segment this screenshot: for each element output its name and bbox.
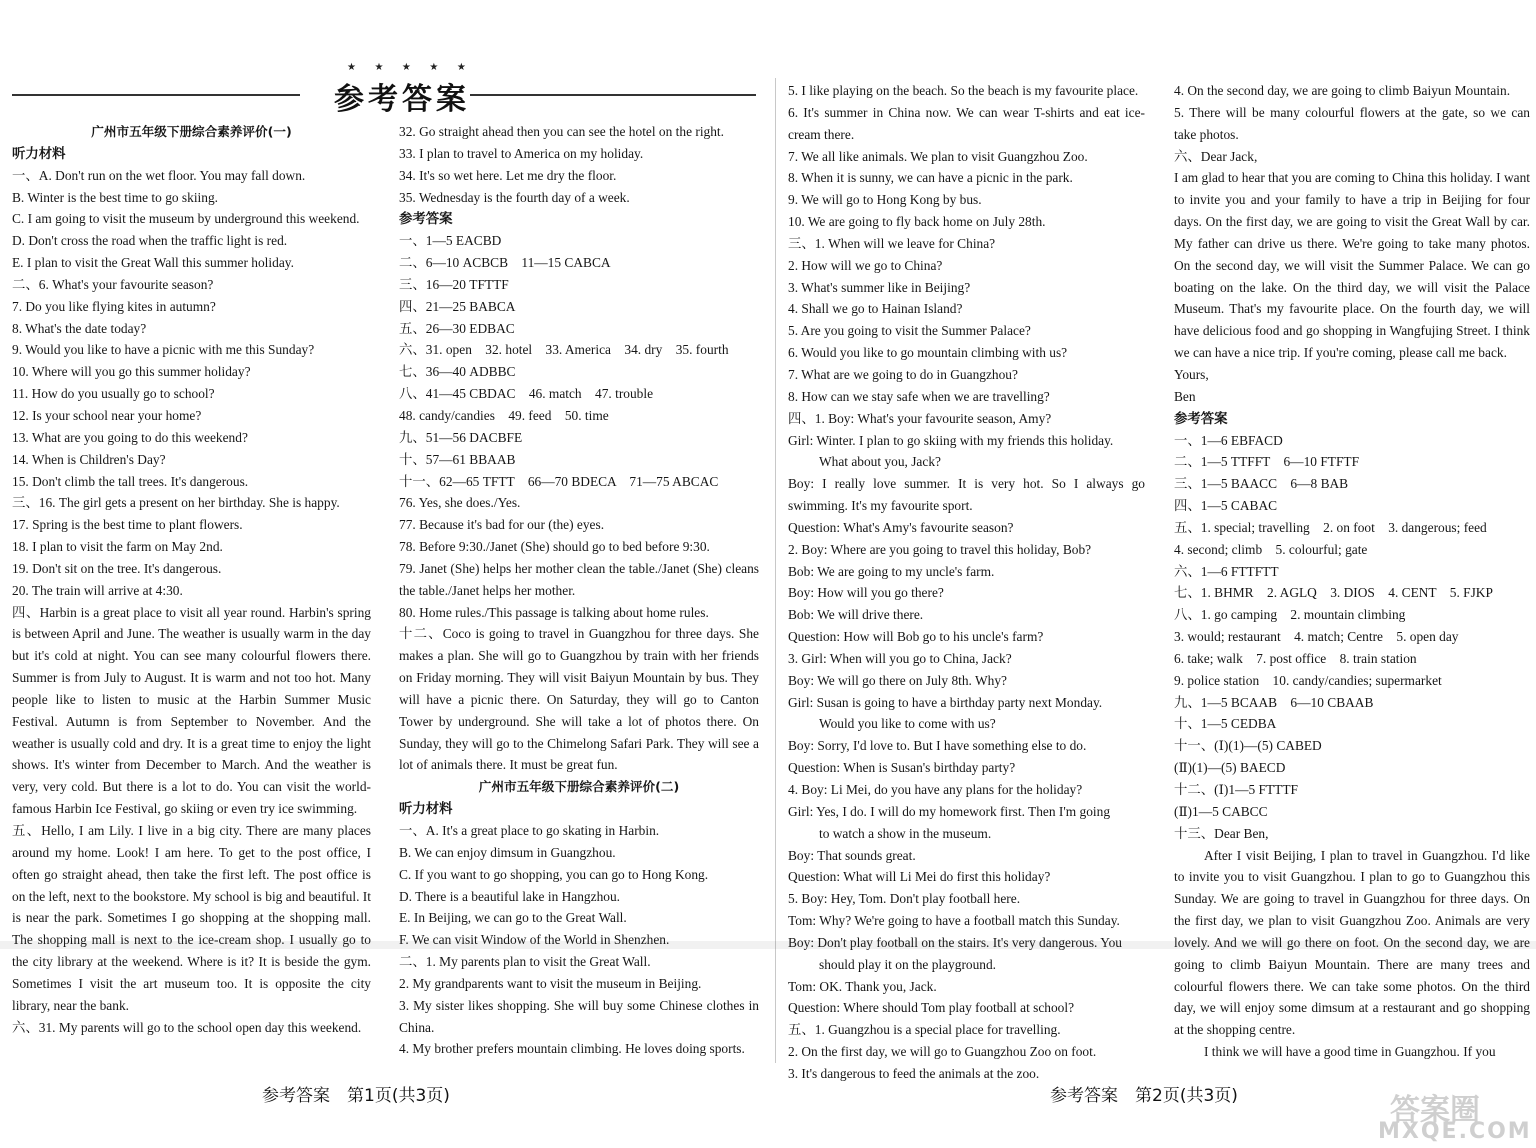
watermark-url: MXQE.COM xyxy=(1378,1119,1532,1144)
text-line: 9. We will go to Hong Kong by bus. xyxy=(788,192,982,208)
text-line: 8. What's the date today? xyxy=(12,320,147,336)
text-line: 九、51—56 DACBFE xyxy=(399,429,523,445)
footer-left: 参考答案 第1页(共3页) xyxy=(262,1086,450,1106)
text-line: 7. Do you like flying kites in autumn? xyxy=(12,298,216,314)
text-line: Question: When is Susan's birthday party? xyxy=(788,760,1016,776)
text-line: Tom: OK. Thank you, Jack. xyxy=(788,978,937,994)
text-line: 六、Dear Jack, xyxy=(1174,148,1258,164)
text-line: Girl: Susan is going to have a birthday party next Monday. xyxy=(788,694,1103,710)
text-line: Boy: How will you go there? xyxy=(788,585,944,601)
text-line: 十二、Coco is going to travel in Guangzhou for three days. She makes a plan. She will go to Guangzhou by train with her friends on Friday morning. They will visit Baiyun Mountain by bus. They will have a picnic there. On Saturday, they will go to Canton Tower by underground. She will take a lot of photos there. On Sunday, they will go to the Chimelong Safari Park. They will see a lot of animals there. It must be great fun. xyxy=(399,626,759,773)
text-line: Bob: We are going to my uncle's farm. xyxy=(788,563,995,579)
text-line: 五、1. Guangzhou is a special place for travelling. xyxy=(788,1022,1061,1038)
text-line: Boy: I really love summer. It is very hot. So I always go swimming. It's my favourite sport. xyxy=(788,476,1145,514)
text-line: 五、Hello, I am Lily. I live in a big city. There are many places around my home. Look! I am here. To get to the post office, I often go straight ahead, then take the first left. The post office is on the left, next to the bookstore. My school is big and beautiful. It is near the park. Sometimes I go shopping at the shopping mall. The shopping mall is next to the ice-cream shop. I usually go to the city library at the weekend. Where is it? It is beside the gym. Sometimes I visit the art museum too. It is opposite the city library, near the bank. xyxy=(12,823,371,1013)
text-line: 三、16. The girl gets a present on her birthday. She is happy. xyxy=(12,495,340,511)
text-line: Boy: That sounds great. xyxy=(788,847,916,863)
text-line: 六、1—6 FTTFTT xyxy=(1174,563,1279,579)
text-line: 15. Don't climb the tall trees. It's dangerous. xyxy=(12,473,249,489)
text-line: 13. What are you going to do this weekend? xyxy=(12,429,248,445)
text-line: 4. Boy: Li Mei, do you have any plans for the holiday? xyxy=(788,782,1083,797)
text-line: 77. Because it's bad for our (the) eyes. xyxy=(399,517,605,533)
text-line: 5. Boy: Hey, Tom. Don't play football here. xyxy=(788,891,1021,907)
watermark xyxy=(1350,1085,1530,1145)
text-line: Boy: Sorry, I'd love to. But I have something else to do. xyxy=(788,738,1087,754)
text-line: 6. Would you like to go mountain climbing with us? xyxy=(788,345,1068,361)
text-line: 十一、(Ⅰ)(1)—(5) CABED xyxy=(1174,738,1322,754)
header xyxy=(12,60,756,116)
text-line: 17. Spring is the best time to plant flowers. xyxy=(12,517,243,533)
text-line: 11. How do you usually go to school? xyxy=(12,386,215,402)
text-line: 8. How can we stay safe when we are travelling? xyxy=(788,388,1050,404)
text-line: Boy: We will go there on July 8th. Why? xyxy=(788,672,1007,688)
page-divider xyxy=(775,78,776,1063)
text-line: Boy: Don't play football on the stairs. It's very dangerous. You xyxy=(788,934,1122,950)
text-line: 5. Are you going to visit the Summer Palace? xyxy=(788,323,1031,339)
text-line: 19. Don't sit on the tree. It's dangerous. xyxy=(12,560,222,576)
text-line: 34. It's so wet here. Let me dry the floor. xyxy=(399,167,617,183)
text-line: Question: What's Amy's favourite season? xyxy=(788,519,1014,535)
text-line: 七、1. BHMR 2. AGLQ 3. DIOS 4. CENT 5. FJKP xyxy=(1174,585,1493,601)
text-line: Question: What will Li Mei do first this holiday? xyxy=(788,869,1051,885)
text-line: 10. We are going to fly back home on July 28th. xyxy=(788,214,1046,230)
text-line: 4. Shall we go to Hainan Island? xyxy=(788,301,963,317)
text-line: 一、1—6 EBFACD xyxy=(1174,432,1283,448)
text-line: 14. When is Children's Day? xyxy=(12,451,166,467)
text-line: 三、16—20 TFTTF xyxy=(399,276,509,292)
text-line: 12. Is your school near your home? xyxy=(12,407,202,423)
title-rule-left xyxy=(12,94,300,96)
text-line: 一、1—5 EACBD xyxy=(399,233,502,249)
text-line: B. Winter is the best time to go skiing. xyxy=(12,189,219,205)
text-line: 2. How will we go to China? xyxy=(788,257,943,273)
text-line: Would you like to come with us? xyxy=(819,716,996,732)
text-line: should play it on the playground. xyxy=(819,956,997,972)
text-line: 2. On the first day, we will go to Guangzhou Zoo on foot. xyxy=(788,1044,1097,1060)
text-line: E. In Beijing, we can go to the Great Wall. xyxy=(399,910,627,926)
text-line: 十三、Dear Ben, xyxy=(1174,825,1269,841)
text-line: 48. candy/candies 49. feed 50. time xyxy=(399,407,609,423)
title-rule-right xyxy=(470,94,756,96)
column-2 xyxy=(399,121,759,1065)
text-line: 十、1—5 CEDBA xyxy=(1174,716,1277,732)
text-line: 六、31. open 32. hotel 33. America 34. dry 35. fourth xyxy=(399,342,729,358)
text-line: 3. What's summer like in Beijing? xyxy=(788,279,971,295)
text-line: 一、A. Don't run on the wet floor. You may fall down. xyxy=(12,167,306,183)
text-line: 二、6. What's your favourite season? xyxy=(12,276,214,292)
text-line: 5. There will be many colourful flowers at the gate, so we can take photos. xyxy=(1174,104,1530,142)
text-line: I am glad to hear that you are coming to China this holiday. I want to invite you and your family to have a trip in Beijing for four days. On the first day, we are going to visit the Great Wall by car. My father can drive us there. We're going to take many photos. On the second day, we will visit the Summer Palace. We can go boating on the lake. On the third day, we will visit the Palace Museum. That's my favourite place. On the fourth day, we will have delicious food and go shopping in Wangfujing Street. I think we can have a nice trip. If you're coming, please call me back. xyxy=(1174,170,1530,361)
text-line: 五、1. special; travelling 2. on foot 3. dangerous; feed xyxy=(1174,519,1487,535)
footer-right: 参考答案 第2页(共3页) xyxy=(1050,1086,1238,1106)
text-line: 76. Yes, she does./Yes. xyxy=(399,495,521,511)
text-line: 四、1—5 CABAC xyxy=(1174,498,1278,514)
text-line: 3. would; restaurant 4. match; Centre 5. open day xyxy=(1174,629,1459,645)
text-line: 四、1. Boy: What's your favourite season, Amy? xyxy=(788,410,1052,426)
text-line: 10. Where will you go this summer holiday? xyxy=(12,364,251,380)
text-line: F. We can visit Window of the World in Shenzhen. xyxy=(399,932,670,948)
text-line: B. We can enjoy dimsum in Guangzhou. xyxy=(399,844,616,860)
text-line: E. I plan to visit the Great Wall this summer holiday. xyxy=(12,255,294,271)
text-line: 32. Go straight ahead then you can see the hotel on the right. xyxy=(399,124,725,139)
text-line: 参考答案 xyxy=(1174,410,1228,426)
text-line: 四、Harbin is a great place to visit all year round. Harbin's spring is between April and June. The weather is usually warm in the day but it's cold at night. You can see many colourful flowers there. Summer is from July to August. It is warm and not too hot. Many people like to listen to music at the Harbin Summer Music Festival. Autumn is from September to November. And the weather is usually cold and dry. It is a great time to enjoy the light shows. It's winter from December to March. And the weather is very, very cold. But there is a lot to do. You can visit the world-famous Harbin Ice Festival, go skiing or even try ice swimming. xyxy=(12,604,371,817)
text-line: 二、1—5 TTFFT 6—10 FTFTF xyxy=(1174,454,1360,470)
text-line: 79. Janet (She) helps her mother clean the table./Janet (She) cleans the table./Janet helps her mother. xyxy=(399,560,759,598)
text-line: 七、36—40 ADBBC xyxy=(399,364,516,380)
text-line: 广州市五年级下册综合素养评价(一) xyxy=(91,124,292,139)
text-line: 九、1—5 BCAAB 6—10 CBAAB xyxy=(1174,694,1374,710)
text-line: 六、31. My parents will go to the school open day this weekend. xyxy=(12,1019,362,1035)
text-line: 四、21—25 BABCA xyxy=(399,298,516,314)
text-line: 十二、(Ⅰ)1—5 FTTTF xyxy=(1174,782,1298,797)
text-line: 5. I like playing on the beach. So the beach is my favourite place. xyxy=(788,83,1139,98)
text-line: 7. We all like animals. We plan to visit Guangzhou Zoo. xyxy=(788,148,1088,164)
text-line: 听力材料 xyxy=(12,145,66,161)
text-line: 20. The train will arrive at 4:30. xyxy=(12,582,183,598)
text-line: 2. Boy: Where are you going to travel this holiday, Bob? xyxy=(788,541,1092,557)
text-line: 二、1. My parents plan to visit the Great Wall. xyxy=(399,954,651,970)
text-line: Girl: Yes, I do. I will do my homework first. Then I'm going xyxy=(788,803,1111,819)
text-line: 3. It's dangerous to feed the animals at the zoo. xyxy=(788,1065,1040,1081)
text-line: D. There is a beautiful lake in Hangzhou. xyxy=(399,888,620,904)
text-line: 三、1. When will we leave for China? xyxy=(788,235,996,251)
text-line: 9. police station 10. candy/candies; supermarket xyxy=(1174,672,1442,688)
text-line: 参考答案 xyxy=(399,211,453,227)
text-line: I think we will have a good time in Guangzhou. If you xyxy=(1204,1044,1496,1060)
text-line: D. Don't cross the road when the traffic light is red. xyxy=(12,233,288,249)
text-line: 3. Girl: When will you go to China, Jack? xyxy=(788,650,1012,666)
text-line: 五、26—30 EDBAC xyxy=(399,320,515,336)
text-line: 80. Home rules./This passage is talking about home rules. xyxy=(399,604,709,620)
text-line: 2. My grandparents want to visit the museum in Beijing. xyxy=(399,975,702,991)
column-4 xyxy=(1174,80,1530,1065)
text-line: 7. What are we going to do in Guangzhou? xyxy=(788,366,1018,382)
text-line: 八、41—45 CBDAC 46. match 47. trouble xyxy=(399,386,654,402)
text-line: Girl: Winter. I plan to go skiing with my friends this holiday. xyxy=(788,432,1114,448)
text-line: Question: How will Bob go to his uncle's farm? xyxy=(788,629,1044,645)
scan-artifact xyxy=(0,941,1536,949)
text-line: Bob: We will drive there. xyxy=(788,607,924,623)
text-line: 听力材料 xyxy=(399,801,453,817)
text-line: After I visit Beijing, I plan to travel in Guangzhou. I'd like to invite you to visit Guangzhou. I plan to go to Guangzhou this Sunday. We are going to travel in Guangzhou for three days. On the first day, we plan to visit Guangzhou Zoo. Animals are very lovely. And we will go there on foot. On the second day, we are going to climb Baiyun Mountain. There are many trees and colourful flowers there. We can take some photos. On the third day, we will enjoy some dimsum at a restaurant and go shopping at the shopping centre. xyxy=(1174,847,1530,1038)
watermark-text: 答案圈 xyxy=(1390,1093,1480,1128)
text-line: 8. When it is sunny, we can have a picnic in the park. xyxy=(788,170,1073,186)
text-line: 八、1. go camping 2. mountain climbing xyxy=(1174,607,1406,623)
text-line: (Ⅱ)1—5 CABCC xyxy=(1174,803,1268,819)
text-line: 78. Before 9:30./Janet (She) should go to bed before 9:30. xyxy=(399,539,710,555)
text-line: 4. On the second day, we are going to climb Baiyun Mountain. xyxy=(1174,83,1511,98)
text-line: 广州市五年级下册综合素养评价(二) xyxy=(478,779,680,795)
text-line: 9. Would you like to have a picnic with me this Sunday? xyxy=(12,342,315,358)
text-line: Tom: Why? We're going to have a football match this Sunday. xyxy=(788,913,1120,929)
text-line: C. I am going to visit the museum by underground this weekend. xyxy=(12,211,360,227)
title-stars: ★ ★ ★ ★ ★ xyxy=(347,62,474,73)
text-line: Yours, xyxy=(1174,366,1209,382)
text-line: 4. second; climb 5. colourful; gate xyxy=(1174,541,1368,557)
text-line: 一、A. It's a great place to go skating in Harbin. xyxy=(399,823,660,838)
text-line: 35. Wednesday is the fourth day of a week. xyxy=(399,189,630,205)
column-1 xyxy=(12,121,371,1065)
text-line: 二、6—10 ACBCB 11—15 CABCA xyxy=(399,255,611,271)
text-line: 3. My sister likes shopping. She will buy some Chinese clothes in China. xyxy=(399,997,759,1035)
text-line: 18. I plan to visit the farm on May 2nd. xyxy=(12,539,223,555)
text-line: What about you, Jack? xyxy=(819,454,941,470)
text-line: Question: Where should Tom play football at school? xyxy=(788,1000,1075,1016)
text-line: 十、57—61 BBAAB xyxy=(399,451,516,467)
text-line: 三、1—5 BAACC 6—8 BAB xyxy=(1174,476,1349,492)
text-line: to watch a show in the museum. xyxy=(819,825,992,841)
text-line: 4. My brother prefers mountain climbing. He loves doing sports. xyxy=(399,1041,745,1057)
page-title: 参考答案 xyxy=(334,82,470,117)
text-line: C. If you want to go shopping, you can go to Hong Kong. xyxy=(399,866,709,882)
text-line: 33. I plan to travel to America on my holiday. xyxy=(399,145,644,161)
text-line: Ben xyxy=(1174,388,1196,404)
text-line: (Ⅱ)(1)—(5) BAECD xyxy=(1174,760,1286,776)
text-line: 6. It's summer in China now. We can wear T-shirts and eat ice-cream there. xyxy=(788,104,1145,142)
text-line: 6. take; walk 7. post office 8. train station xyxy=(1174,650,1417,666)
column-3 xyxy=(788,80,1145,1081)
text-line: 十一、62—65 TFTT 66—70 BDECA 71—75 ABCAC xyxy=(399,473,719,489)
